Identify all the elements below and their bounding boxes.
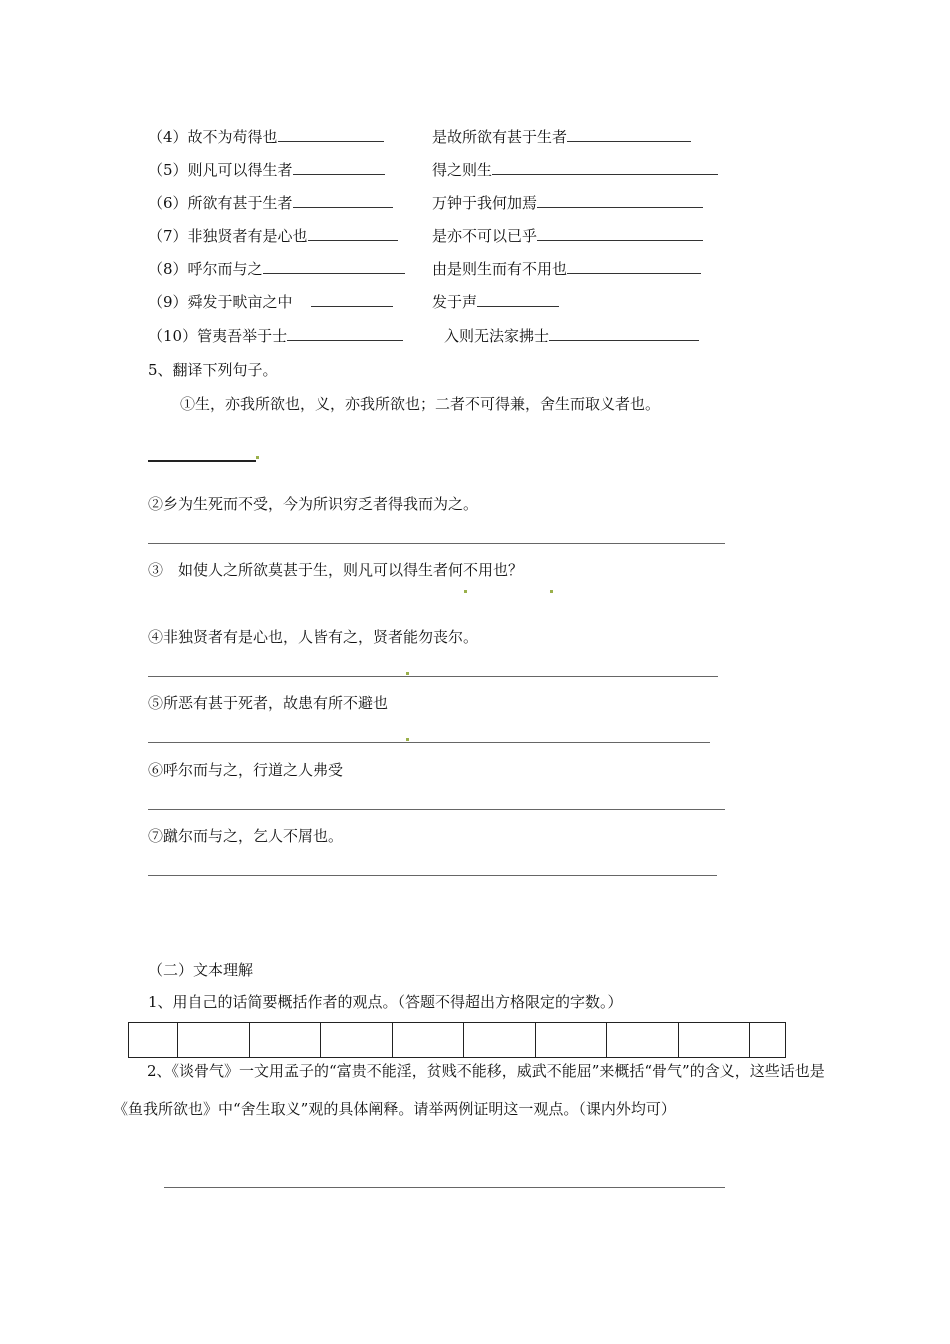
- vocab-row-6-right: 万钟于我何加焉: [432, 193, 703, 213]
- q5-item-5: ⑤所恶有甚于死者，故患有所不避也: [148, 694, 389, 712]
- answer-line-4[interactable]: [148, 676, 718, 677]
- answer-line-1[interactable]: [148, 460, 256, 462]
- mark-dot: [406, 738, 409, 741]
- vocab-row-4-right: 是故所欲有甚于生者: [432, 127, 691, 147]
- vocab-row-9-right: 发于声: [432, 292, 559, 312]
- answer-blank[interactable]: [263, 259, 405, 274]
- q5-item-7: ⑦蹴尔而与之，乞人不屑也。: [148, 827, 344, 845]
- answer-blank[interactable]: [311, 292, 393, 307]
- answer-blank[interactable]: [293, 160, 385, 175]
- vocab-row-6-left: （6）所欲有甚于生者: [148, 193, 393, 213]
- q5-item-1: ①生，亦我所欲也，义，亦我所欲也；二者不可得兼，舍生而取义者也。: [180, 395, 661, 413]
- answer-line-5[interactable]: [148, 742, 710, 743]
- answer-blank[interactable]: [537, 226, 703, 241]
- q5-heading: 5、翻译下列句子。: [148, 361, 278, 379]
- mark-dot: [550, 590, 553, 593]
- vocab-row-8-right: 由是则生而有不用也: [432, 259, 701, 279]
- vocab-row-5-right: 得之则生: [432, 160, 718, 180]
- answer-blank[interactable]: [308, 226, 398, 241]
- mark-dot: [256, 456, 259, 459]
- vocab-row-5-left: （5）则凡可以得生者: [148, 160, 385, 180]
- mark-dot: [406, 672, 409, 675]
- q2-prompt: 2、《谈骨气》一文用孟子的“富贵不能淫，贫贱不能移，威武不能屈”来概括“骨气”的含义，这些话也是《鱼我所欲也》中“舍生取义”观的具体阐释。请举两例证明这一观点。（课内外均可）: [113, 1062, 825, 1118]
- vocab-row-8-left: （8）呼尔而与之: [148, 259, 405, 279]
- q5-item-6: ⑥呼尔而与之，行道之人弗受: [148, 761, 344, 779]
- answer-line-7[interactable]: [148, 875, 717, 876]
- answer-line-q2[interactable]: [164, 1187, 725, 1188]
- vocab-row-10-right: 入则无法家拂士: [444, 326, 699, 346]
- answer-blank[interactable]: [287, 326, 403, 341]
- answer-line-6[interactable]: [148, 809, 725, 810]
- mark-dot: [464, 590, 467, 593]
- q5-item-2: ②乡为生死而不受，今为所识穷乏者得我而为之。: [148, 495, 479, 513]
- answer-blank[interactable]: [477, 292, 559, 307]
- vocab-row-9-left: （9）舜发于畎亩之中: [148, 292, 393, 312]
- vocab-row-10-left: （10）管夷吾举于士: [148, 326, 403, 346]
- answer-blank[interactable]: [278, 127, 384, 142]
- q5-item-4: ④非独贤者有是心也，人皆有之，贤者能勿丧尔。: [148, 628, 479, 646]
- answer-blank[interactable]: [293, 193, 393, 208]
- answer-blank[interactable]: [567, 259, 701, 274]
- answer-blank[interactable]: [549, 326, 699, 341]
- vocab-row-7-left: （7）非独贤者有是心也: [148, 226, 398, 246]
- vocab-row-7-right: 是亦不可以已乎: [432, 226, 703, 246]
- answer-blank[interactable]: [537, 193, 703, 208]
- section-heading: （二）文本理解: [148, 961, 254, 979]
- q5-item-3: ③ 如使人之所欲莫甚于生，则凡可以得生者何不用也？: [148, 561, 524, 579]
- q1-prompt: 1、用自己的话简要概括作者的观点。（答题不得超出方格限定的字数。）: [148, 993, 623, 1011]
- vocab-row-4-left: （4）故不为苟得也: [148, 127, 384, 147]
- answer-line-2[interactable]: [148, 543, 725, 544]
- answer-blank[interactable]: [492, 160, 718, 175]
- answer-blank[interactable]: [567, 127, 691, 142]
